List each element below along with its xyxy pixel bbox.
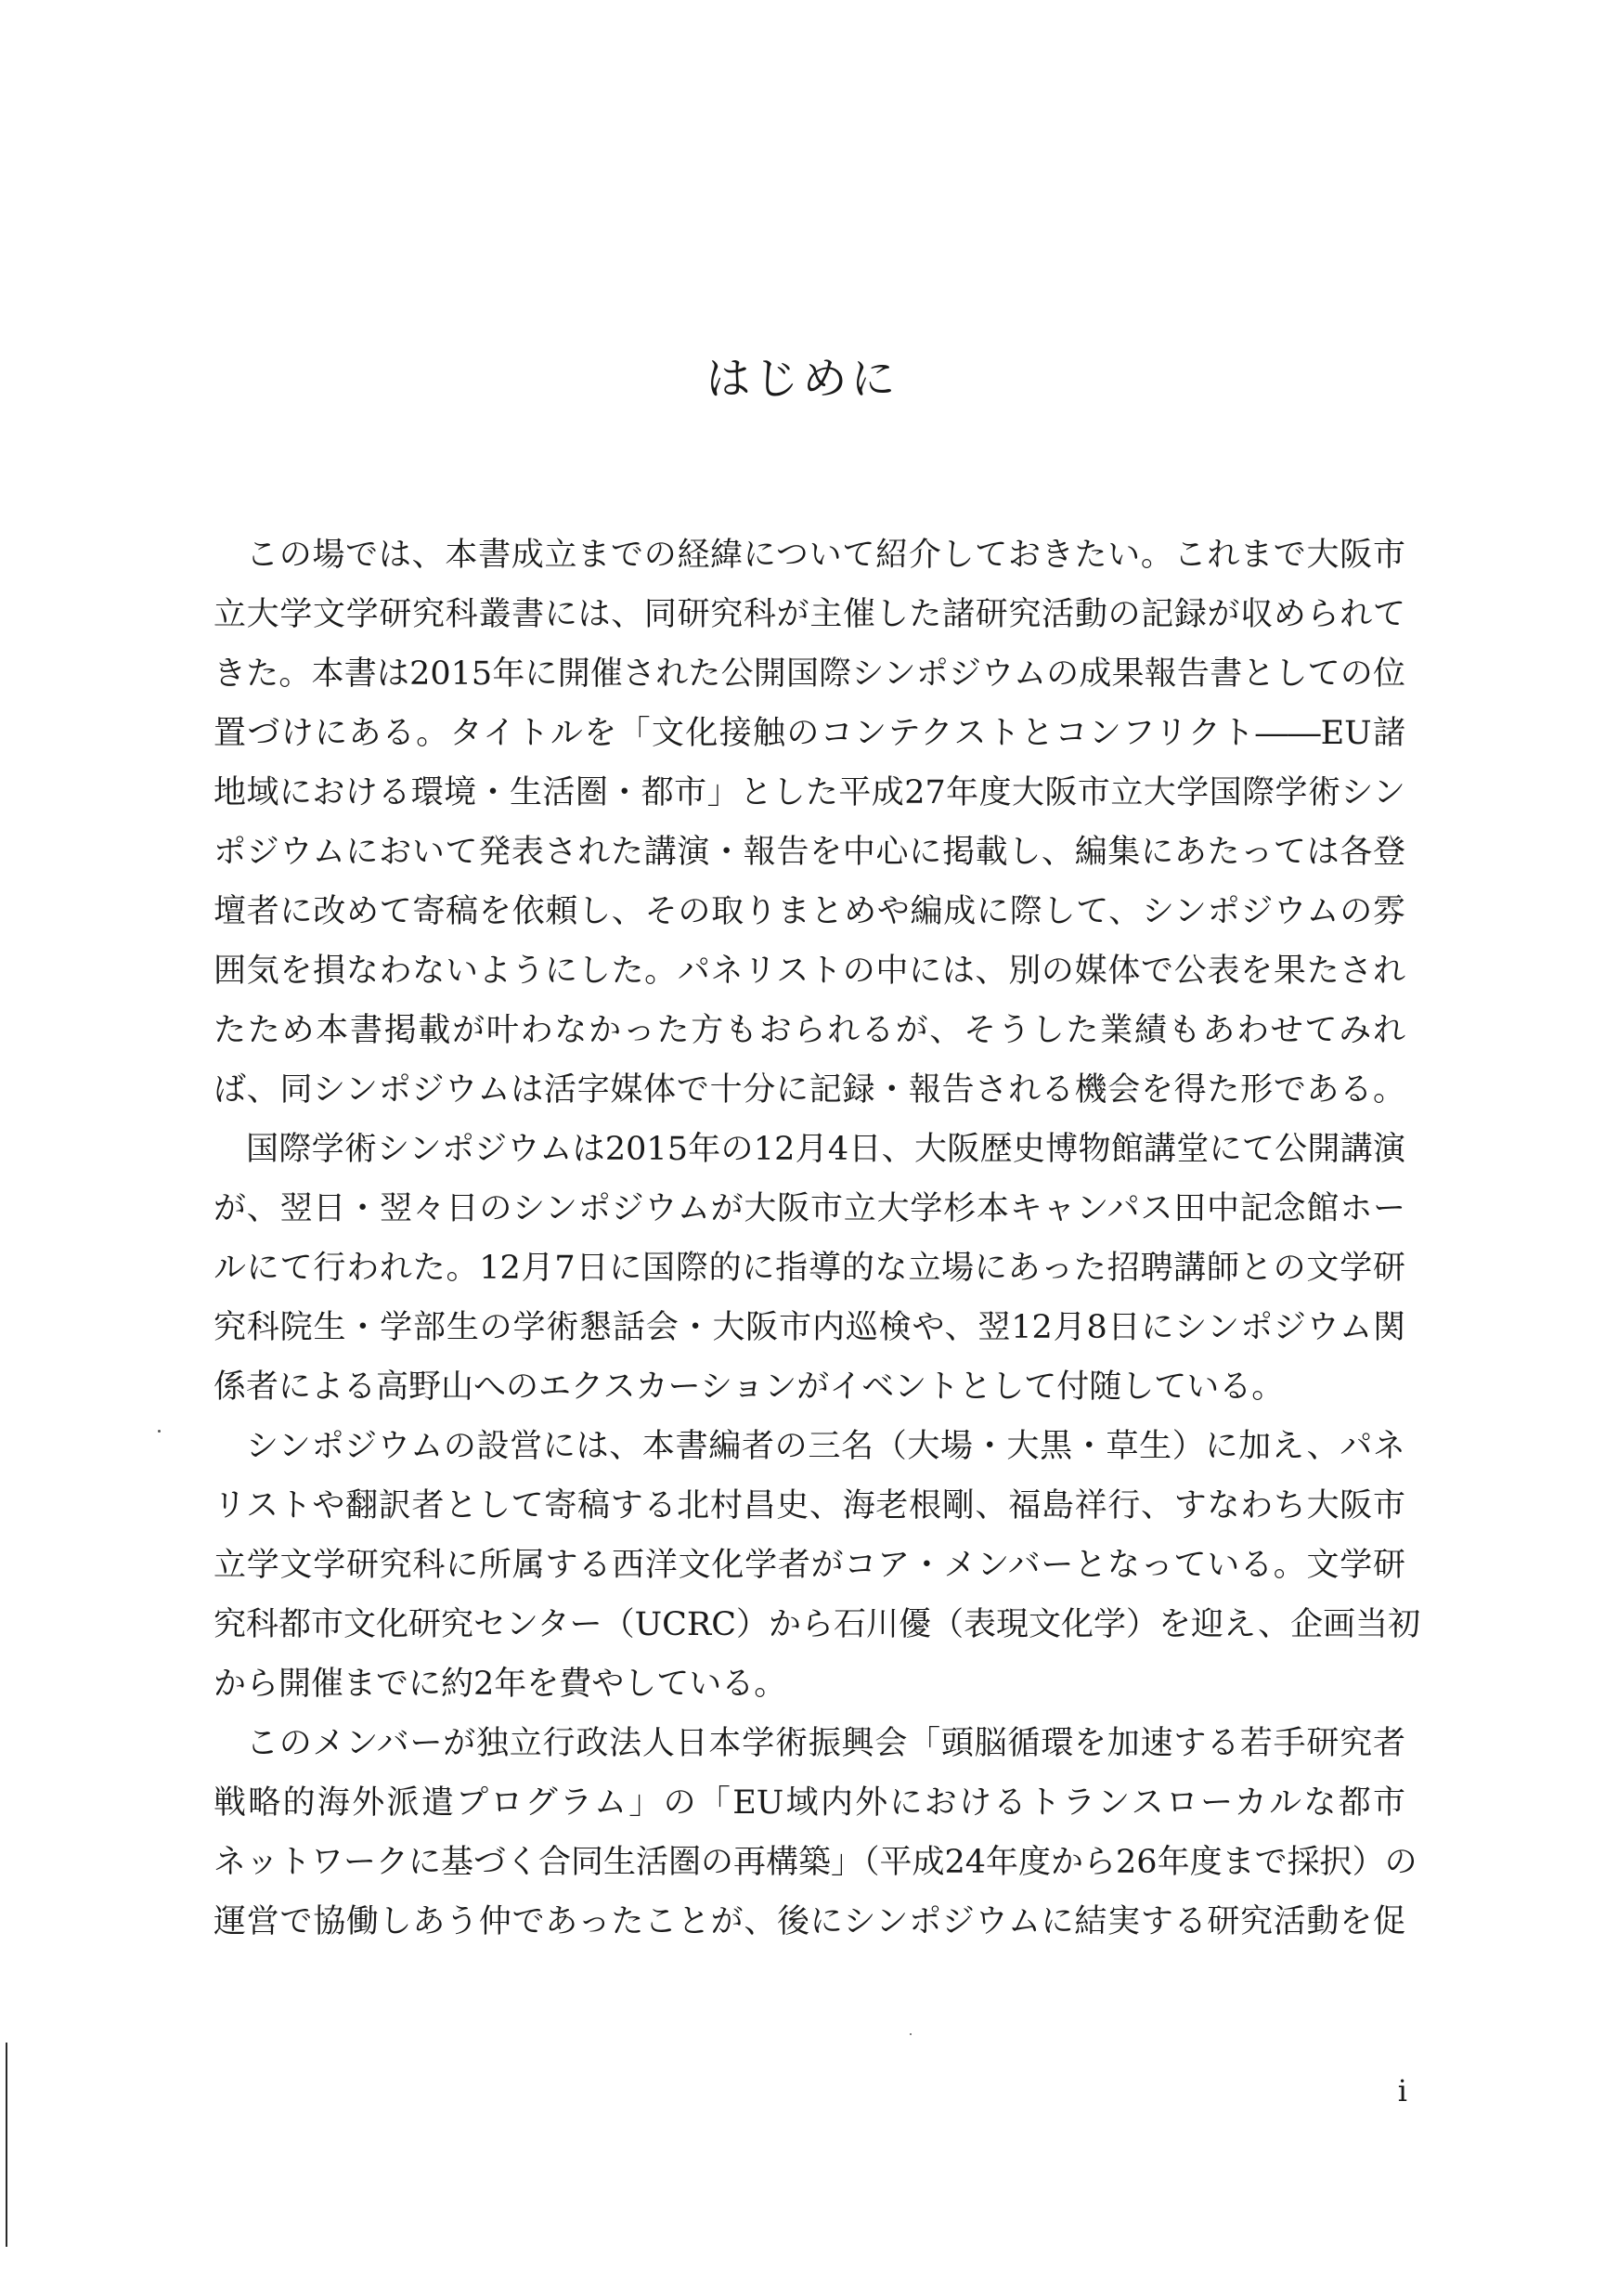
text-line: から開催までに約2年を費やしている。 <box>214 1666 787 1703</box>
text-line: リストや翻訳者として寄稿する北村昌史、海老根剛、福島祥行、すなわち大阪市 <box>214 1487 1405 1524</box>
text-line: 究科都市文化研究センター（UCRC）から石川優（表現文化学）を迎え、企画当初 <box>214 1606 1421 1643</box>
text-line: 立学文学研究科に所属する西洋文化学者がコア・メンバーとなっている。文学研 <box>214 1547 1405 1584</box>
page-title: はじめに <box>705 353 900 405</box>
body-text <box>214 529 1421 1955</box>
text-line: ネットワークに基づく合同生活圏の再構築」（平成24年度から26年度まで採択）の <box>214 1844 1417 1881</box>
text-line: 運営で協働しあう仲であったことが、後にシンポジウムに結実する研究活動を促 <box>214 1903 1405 1940</box>
text-line: きた。本書は2015年に開催された公開国際シンポジウムの成果報告書としての位 <box>214 655 1405 693</box>
text-line: 係者による高野山へのエクスカーションがイベントとして付随している。 <box>214 1369 1285 1406</box>
text-line: この場では、本書成立までの経緯について紹介しておきたい。これまで大阪市 <box>246 537 1405 574</box>
text-line: 立大学文学研究科叢書には、同研究科が主催した諸研究活動の記録が収められて <box>214 596 1405 633</box>
text-line: シンポジウムの設営には、本書編者の三名（大場・大黒・草生）に加え、パネ <box>246 1428 1405 1465</box>
text-line: 壇者に改めて寄稿を依頼し、その取りまとめや編成に際して、シンポジウムの雰 <box>214 893 1405 930</box>
text-line: ば、同シンポジウムは活字媒体で十分に記録・報告される機会を得た形である。 <box>214 1071 1405 1109</box>
scan-margin-line <box>6 2043 7 2247</box>
text-line: 国際学術シンポジウムは2015年の12月4日、大阪歴史博物館講堂にて公開講演 <box>246 1131 1405 1168</box>
scan-speck <box>158 1430 161 1433</box>
scan-speck <box>910 2033 912 2035</box>
page-number: i <box>1397 2073 1407 2108</box>
text-line: たため本書掲載が叶わなかった方もおられるが、そうした業績もあわせてみれ <box>214 1012 1405 1049</box>
text-line: 置づけにある。タイトルを「文化接触のコンテクストとコンフリクト――EU諸 <box>214 715 1405 752</box>
text-line: 囲気を損なわないようにした。パネリストの中には、別の媒体で公表を果たされ <box>214 953 1405 990</box>
text-line: このメンバーが独立行政法人日本学術振興会「頭脳循環を加速する若手研究者 <box>246 1725 1405 1762</box>
text-line: ルにて行われた。12月7日に国際的に指導的な立場にあった招聘講師との文学研 <box>214 1250 1405 1287</box>
text-line: ポジウムにおいて発表された講演・報告を中心に掲載し、編集にあたっては各登 <box>214 834 1405 871</box>
text-line: が、翌日・翌々日のシンポジウムが大阪市立大学杉本キャンパス田中記念館ホー <box>214 1190 1405 1227</box>
text-line: 究科院生・学部生の学術懇話会・大阪市内巡検や、翌12月8日にシンポジウム関 <box>214 1309 1405 1346</box>
text-line: 地域における環境・生活圏・都市」とした平成27年度大阪市立大学国際学術シン <box>214 774 1405 811</box>
text-line: 戦略的海外派遣プログラム」の「EU域内外におけるトランスローカルな都市 <box>214 1784 1405 1822</box>
